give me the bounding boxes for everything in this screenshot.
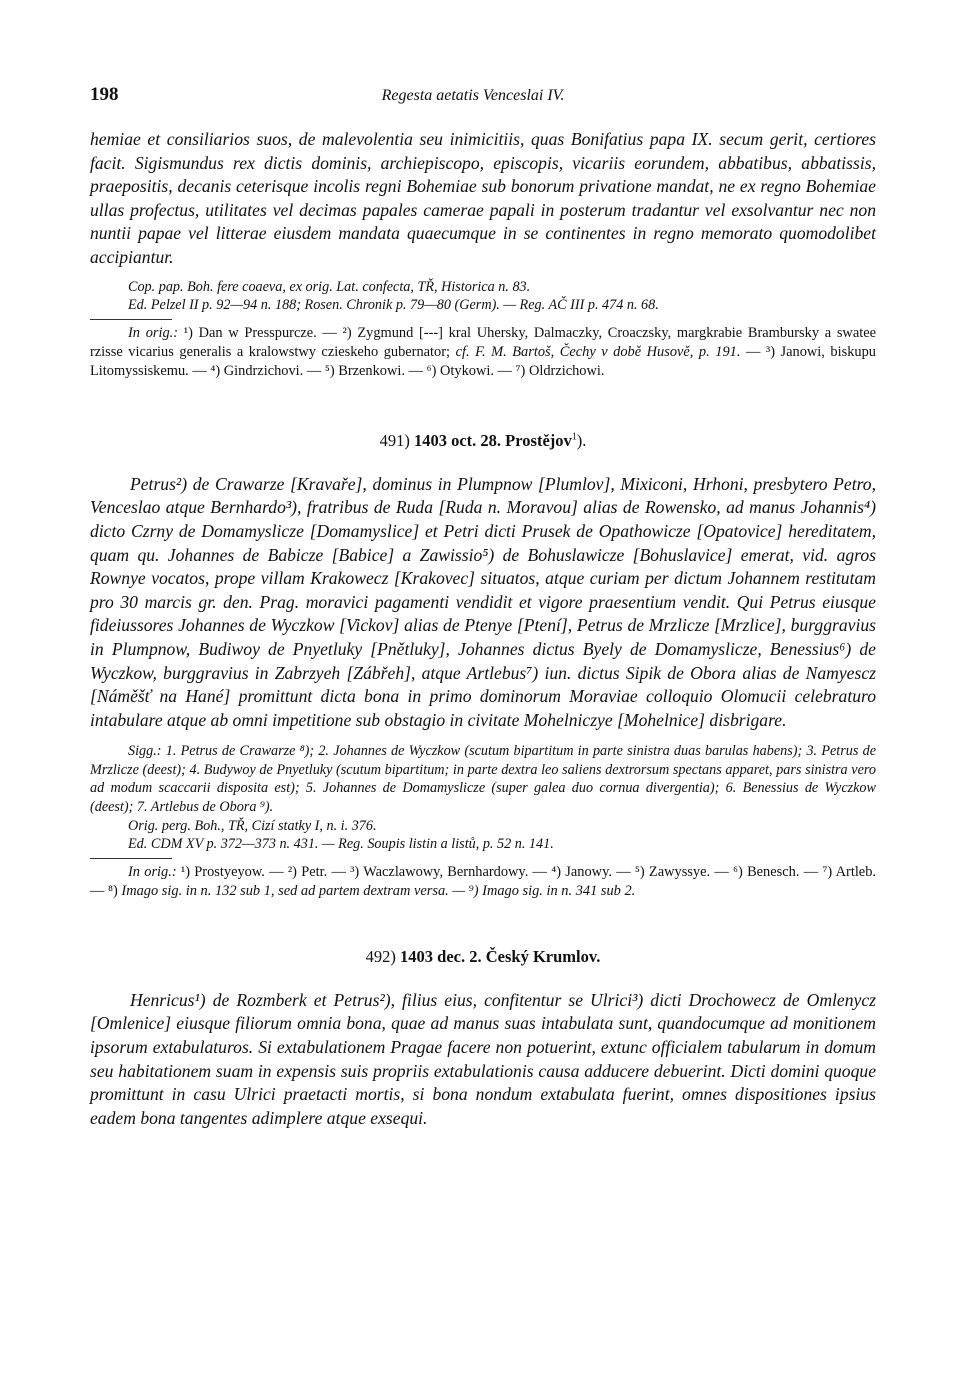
regest-paragraph: Petrus²) de Crawarze [Kravaře], dominus in Plumpnow [Plumlov], Mixiconi, Hrhoni, presbytero Petro, Venceslao atque Bernhardo³), fratribus de Ruda [Ruda n. Moravou] alias de Rowensko, ad manus Johannis⁴) dicto Czrny de Domamyslicze [Domamyslice] et Petri dicti Prusek de Opathowicze [Opatovice] hereditatem, quam qu. Johannes de Babicze [Babice] a Zawissio⁵) de Bohuslawicze [Bohuslavice] emerat, vid. agros Rownye vocatos, prope villam Krakowecz [Krakovec] situatos, atque curiam per dictum Johannem restitutam pro 30 marcis gr. den. Prag. moravici pagamenti vendidit et vigore praesentium vendit. Qui Petrus eiusque fideiussores Johannes de Wyczkow [Vickov] alias de Ptenye [Ptení], Petrus de Mrzlicze [Mrzlice], burggravius in Plumpnow, Budiwoy de Pnyetluky [Pnětluky], Johannes dictus Byely de Domamyslicze, Benessius⁶) de Wyczkow, burggravius in Zabrzyeh [Zábřeh], atque Artlebus⁷) iun. dictus Sipik de Obora alias de Namyescz [Náměšť na Hané] promittunt dicta bona in primo dominorum Moraviae colloquio Olomucii celebraturo intabulare atque ab omni impetitione sub obstagio in civitate Mohelniczye [Mohelnice] disbrigare. [90,473,876,730]
footnote-rule [90,858,172,859]
apparatus-text: ¹) Prostyeyow. — ²) Petr. — ³) Waczlawowy, Bernhardowy. — ⁴) Janowy. — ⁵) Zawyssye. — ⁶) Benesch. — ⁷) Artleb. — ⁸) [90,863,876,899]
entry-number: 491) [379,430,414,450]
running-header [90,84,876,112]
apparatus-lead: In orig.: [128,324,179,341]
source-line: Cop. pap. Boh. fere coaeva, ex orig. Lat. confecta, TŘ, Historica n. 83. [128,278,531,295]
apparatus-lead: In orig.: [128,863,177,880]
entry-date-place: 1403 oct. 28. Prostějov [413,430,572,450]
entry-title-end: ). [576,430,587,450]
seals-note: Sigg.: 1. Petrus de Crawarze ⁸); 2. Johannes de Wyczkow (scutum bipartitum in parte sinistra duas barulas habens); 3. Petrus de Mrzlicze (deest); 4. Budywoy de Pnyetluky (scutum bipartitum; in parte dextra leo saliens dextrorsum spectans apparet, pars sinistra vero ad modum scaccarii disposita est); 5. Johannes de Domamyslicze (super galea duo cornua divergentia); 6. Benessius de Wyczkow (deest); 7. Artlebus de Obora ⁹). [90,743,876,816]
apparatus-reference: Imago sig. in n. 132 sub 1, sed ad partem dextram versa. — ⁹) Imago sig. in n. 341 sub 2. [121,882,636,899]
entry-title-491 [90,431,876,451]
footnote-rule [90,319,172,320]
regest-paragraph: Henricus¹) de Rozmberk et Petrus²), filius eius, confitentur se Ulrici³) dicti Drochowecz de Omlenycz [Omlenice] eiusque filiorum omnia bona, quae ad manus suas intabulata sunt, quandocumque ad monitionem ipsorum extabulaturos. Si extabulationem Pragae facere non potuerint, extunc officialem tabularum in domum seu habitationem suam in expensis suis propriis extabulationis causa adducere debuerint. Dicti domini quoque promittunt in casu Ulrici praetacti mortis, si bona nondum extabulata fuerint, omnes dispositiones ipsius eadem bona tangentes adimplere atque exsequi. [90,989,876,1128]
page [90,84,876,1130]
source-line: Ed. CDM XV p. 372—373 n. 431. — Reg. Soupis listin a listů, p. 52 n. 141. [128,836,554,853]
running-title: Regesta aetatis Venceslai IV. [381,87,565,104]
apparatus-notes [90,324,876,381]
entry-date-place: 1403 dec. 2. Český Krumlov. [400,946,601,966]
page-number: 198 [90,84,119,105]
continuation-paragraph: hemiae et consiliarios suos, de malevolentia seu inimicitiis, quas Bonifatius papa IX. secum gerit, certiores facit. Sigismundus rex dictis dominis, archiepiscopo, episcopis, vicariis eorundem, abbatibus, abbatissis, praepositis, decanis ceterisque incolis regni Bohemiae sub bonorum privatione mandat, ne ex regno Bohemiae ullas profectus, utilitates vel decimas papales camerae papali in posterum tradantur vel exsolvantur nec non nuntii papae vel litterae eiusdem mandata quaecumque in se continentes in regno memorato quomodolibet accipiantur. [90,129,876,267]
apparatus-text: — ³) Janowi, biskupu Litomyssiskemu. — ⁴) Gindrzichovi. — ⁵) Brzenkowi. — ⁶) Otykowi. — ⁷) Oldrzichowi. [90,343,876,379]
entry-title-492 [90,947,876,967]
apparatus-reference: cf. F. M. Bartoš, Čechy v době Husově, p. 191. [455,343,741,360]
entry-text-491 [90,473,876,733]
entry-footnote-mark: 1 [571,431,577,443]
apparatus-text: ¹) Dan w Presspurcze. — ²) Zygmund [---] kral Uhersky, Dalmaczky, Croaczsky, margkrabie Brambursky a swatee rzisse vicarius generalis a kralowstwy czieskeho gubernator; [90,324,876,360]
source-line: Orig. perg. Boh., TŘ, Cizí statky I, n. i. 376. [128,817,377,834]
entry-text-492 [90,989,876,1131]
source-line: Ed. Pelzel II p. 92—94 n. 188; Rosen. Chronik p. 79—80 (Germ). — Reg. AČ III p. 474 n. 68. [128,297,659,314]
continuation-text [90,128,876,270]
apparatus-notes [90,863,876,901]
entry-number: 492) [365,946,401,966]
